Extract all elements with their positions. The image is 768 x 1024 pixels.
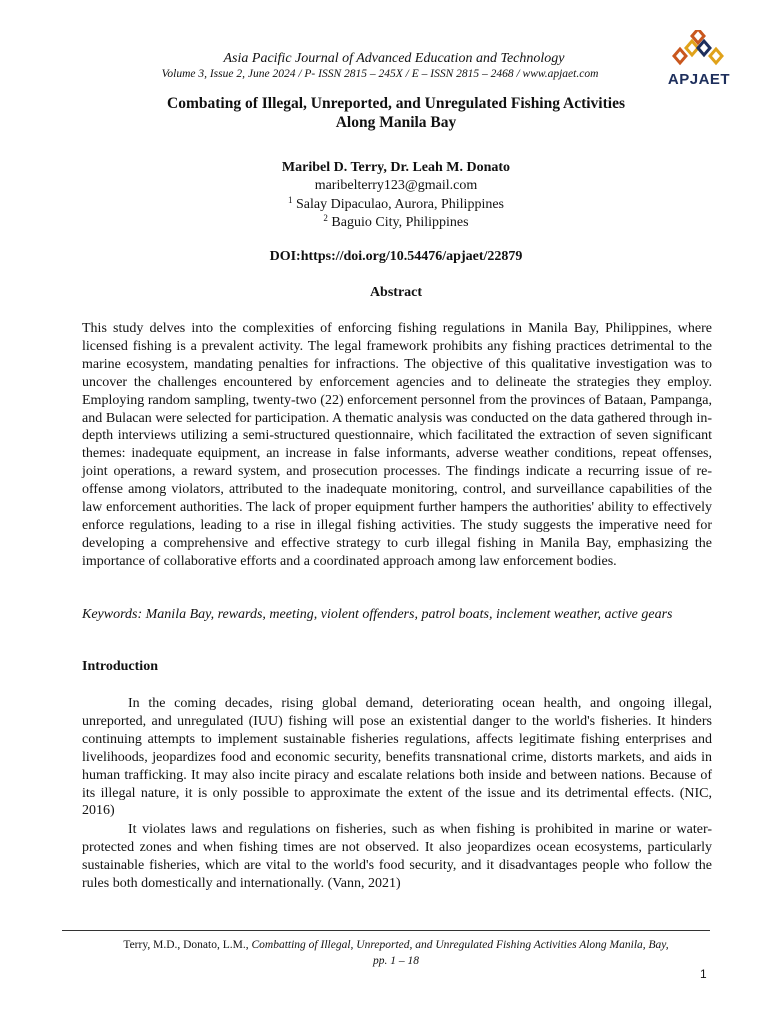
footer-divider [62, 930, 710, 931]
paper-authors: Maribel D. Terry, Dr. Leah M. Donato [281, 160, 511, 175]
paper-doi[interactable]: DOI:https://doi.org/10.54476/apjaet/22879 [269, 249, 523, 264]
journal-title: Asia Pacific Journal of Advanced Education and Technology [223, 51, 565, 66]
journal-volume-info: Volume 3, Issue 2, June 2024 / P- ISSN 2815 – 245X / E – ISSN 2815 – 2468 / www.apjaet.com [161, 68, 599, 80]
citation-authors: Terry, M.D., Donato, L.M., [123, 939, 252, 951]
citation-title: Combatting of Illegal, Unreported, and Unregulated Fishing Activities Along Manila, Bay, [251, 939, 669, 951]
paper-title [80, 94, 712, 132]
footer-citation [80, 937, 712, 969]
page-number: 1 [700, 967, 707, 981]
introduction-paragraph-2: It violates laws and regulations on fisheries, such as when fishing is prohibited in marine or water-protected zones and when fishing times are not observed. It also jeopardizes ocean ecosystems, particularly sustainable fisheries, which are vital to the world's food security, and it disadvantages people who follow the rules both domestically and internationally. (Vann, 2021) [82, 822, 712, 891]
introduction-paragraph-1: In the coming decades, rising global demand, deteriorating ocean health, and ongoing illegal, unreported, and unregulated (IUU) fishing will pose an existential danger to the world's fisheries. It hinders continuing attempts to implement sustainable fisheries regulations, affects legitimate fishing enterprises and livelihoods, jeopardizes food and economic security, benefits transnational crime, distorts markets, and aids in human trafficking. It may also incite piracy and escalate relations both inside and between nations. Because of its illegal nature, it is only possible to approximate the extent of the issue and its detrimental effects. (NIC, 2016) [82, 696, 712, 819]
paper-title-line1: Combating of Illegal, Unreported, and Unregulated Fishing Activities [167, 95, 625, 112]
abstract-body: This study delves into the complexities of enforcing fishing regulations in Manila Bay, Philippines, where licensed fishing is a prevalent activity. The legal framework prohibits any fishing practices detrimental to the marine ecosystem, mandating penalties for infractions. The objective of this qualitative investigation was to uncover the challenges encountered by enforcement agencies and to delineate the strategies they employ. Employing random sampling, twenty-two (22) enforcement personnel from the provinces of Bataan, Pampanga, and Bulacan were selected for participation. A thematic analysis was conducted on the data gathered through in-depth interviews utilizing a semi-structured questionnaire, which facilitated the extraction of seven significant themes: inadequate equipment, an increase in false informants, adverse weather conditions, repeat offenses, joint operations, a reward system, and prosecution processes. The findings indicate a recurring issue of re-offense among violators, attributed to the inadequate monitoring, control, and surveillance capabilities of the law enforcement authorities. The lack of proper equipment further hampers the authorities' ability to effectively enforce regulations, leading to a rise in illegal fishing activities. The study suggests the imperative need for developing a comprehensive and effective strategy to curb illegal fishing in Manila Bay, emphasizing the importance of collaborative efforts and a coordinated approach among law enforcement bodies. [82, 321, 712, 569]
paper-title-line2: Along Manila Bay [335, 114, 457, 131]
affiliation-2: $^2$ Baguio City, Philippines [323, 213, 469, 230]
journal-logo-text: APJAET [667, 71, 731, 88]
citation-pages: pp. 1 – 18 [373, 955, 419, 967]
abstract-heading: Abstract [369, 285, 423, 300]
author-email: maribelterry123@gmail.com [314, 178, 478, 193]
keywords: Keywords: Manila Bay, rewards, meeting, violent offenders, patrol boats, inclement weather, active gears [82, 607, 673, 622]
introduction-heading: Introduction [82, 659, 158, 674]
affiliation-1: $^1$ Salay Dipaculao, Aurora, Philippines [287, 195, 505, 212]
